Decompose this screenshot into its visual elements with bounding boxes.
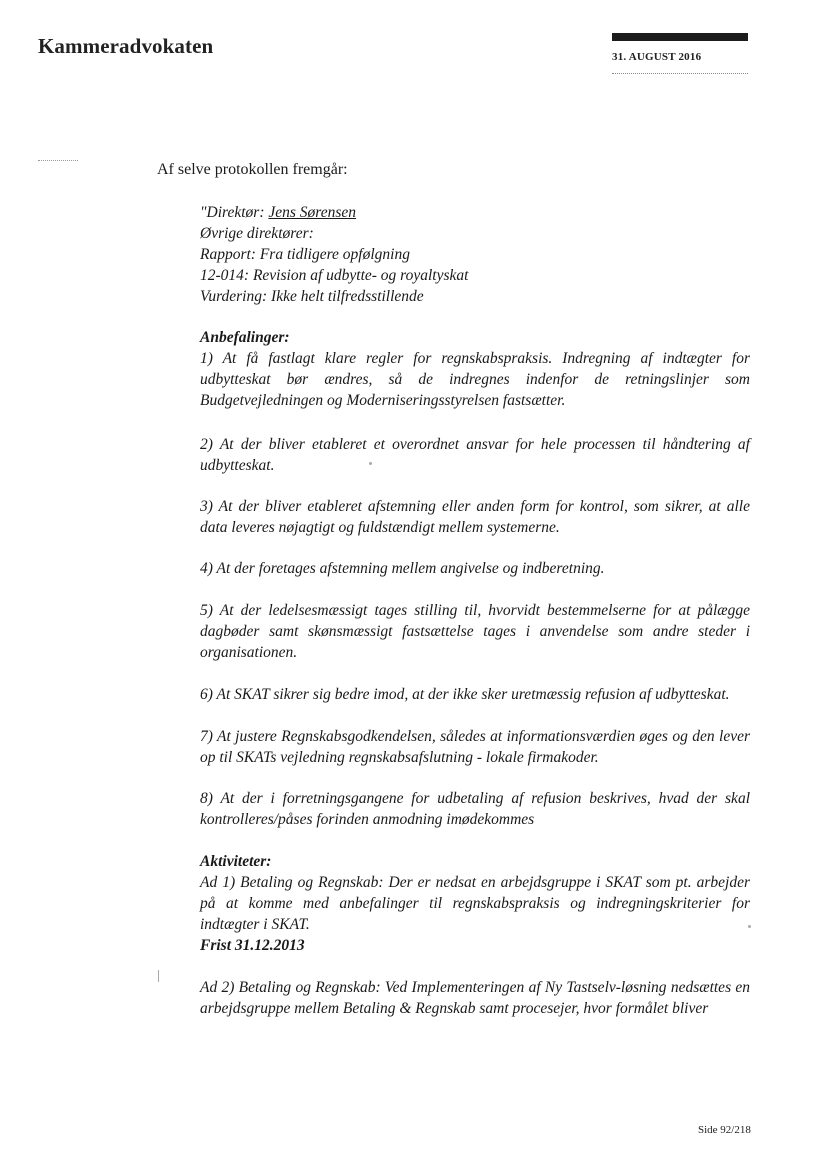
brand-title: Kammeradvokaten	[38, 34, 214, 58]
recommendation-4: 4) At der foretages afstemning mellem angivelse og indberetning.	[200, 560, 605, 577]
director-label: "Direktør:	[200, 204, 269, 221]
director-name: Jens Sørensen	[268, 204, 357, 221]
header-divider	[612, 73, 748, 74]
activity-1-deadline: Frist 31.12.2013	[200, 937, 305, 954]
header-date: 31. AUGUST 2016	[612, 51, 702, 63]
protocol-director	[200, 202, 750, 223]
margin-divider	[38, 160, 78, 161]
recommendation-6: 6) At SKAT sikrer sig bedre imod, at der ikke sker uretmæssig refusion af udbytteskat.	[200, 686, 730, 703]
page-number: Side 92/218	[698, 1124, 751, 1136]
recommendation-5: 5) At der ledelsesmæssigt tages stilling til, hvorvidt bestemmelserne for at pålægge dagbøder samt skønsmæssigt fastsættelse tages i anvendelse som andre steder i organisationen.	[200, 602, 750, 661]
recommendation-1: 1) At få fastlagt klare regler for regnskabspraksis. Indregning af indtægter for udbytteskat bør ændres, så de indregnes indenfor de retningslinjer som Budgetvejledningen og Moderniseringsstyrelsen fastsætter.	[200, 350, 750, 409]
recommendation-2: 2) At der bliver etableret et overordnet ansvar for hele processen til håndtering af udbytteskat.	[200, 436, 750, 474]
protocol-details	[200, 202, 750, 307]
recommendation-7: 7) At justere Regnskabsgodkendelsen, således at informationsværdien øges og den lever op til SKATs vejledning regnskabsafslutning - lokale firmakoder.	[200, 728, 750, 766]
activity-2: Ad 2) Betaling og Regnskab: Ved Implementeringen af Ny Tastselv-løsning nedsættes en arbejdsgruppe mellem Betaling & Regnskab samt procesejer, hvor formålet bliver	[200, 979, 750, 1017]
recommendation-8: 8) At der i forretningsgangene for udbetaling af refusion beskrives, hvad der skal kontrolleres/påses forinden anmodning imødekommes	[200, 790, 750, 828]
recommendation-3: 3) At der bliver etableret afstemning eller anden form for kontrol, som sikrer, at alle data leveres nøjagtigt og fuldstændigt mellem systemerne.	[200, 498, 750, 536]
intro-text: Af selve protokollen fremgår:	[157, 161, 348, 178]
protocol-assessment: Vurdering: Ikke helt tilfredsstillende	[200, 288, 424, 305]
scan-speck	[369, 462, 372, 465]
scan-speck	[748, 925, 751, 928]
protocol-other-directors: Øvrige direktører:	[200, 225, 314, 242]
activity-1: Ad 1) Betaling og Regnskab: Der er nedsat en arbejdsgruppe i SKAT som pt. arbejder på at komme med anbefalinger til regnskabspraksis og indregningskriterier for indtægter i SKAT.	[200, 874, 750, 933]
scan-speck	[158, 970, 159, 982]
activities-heading: Aktiviteter:	[200, 853, 272, 870]
protocol-report: Rapport: Fra tidligere opfølgning	[200, 246, 410, 263]
recommendations-heading: Anbefalinger:	[200, 329, 290, 346]
protocol-revision: 12-014: Revision af udbytte- og royaltyskat	[200, 267, 469, 284]
header-bar	[612, 33, 748, 41]
